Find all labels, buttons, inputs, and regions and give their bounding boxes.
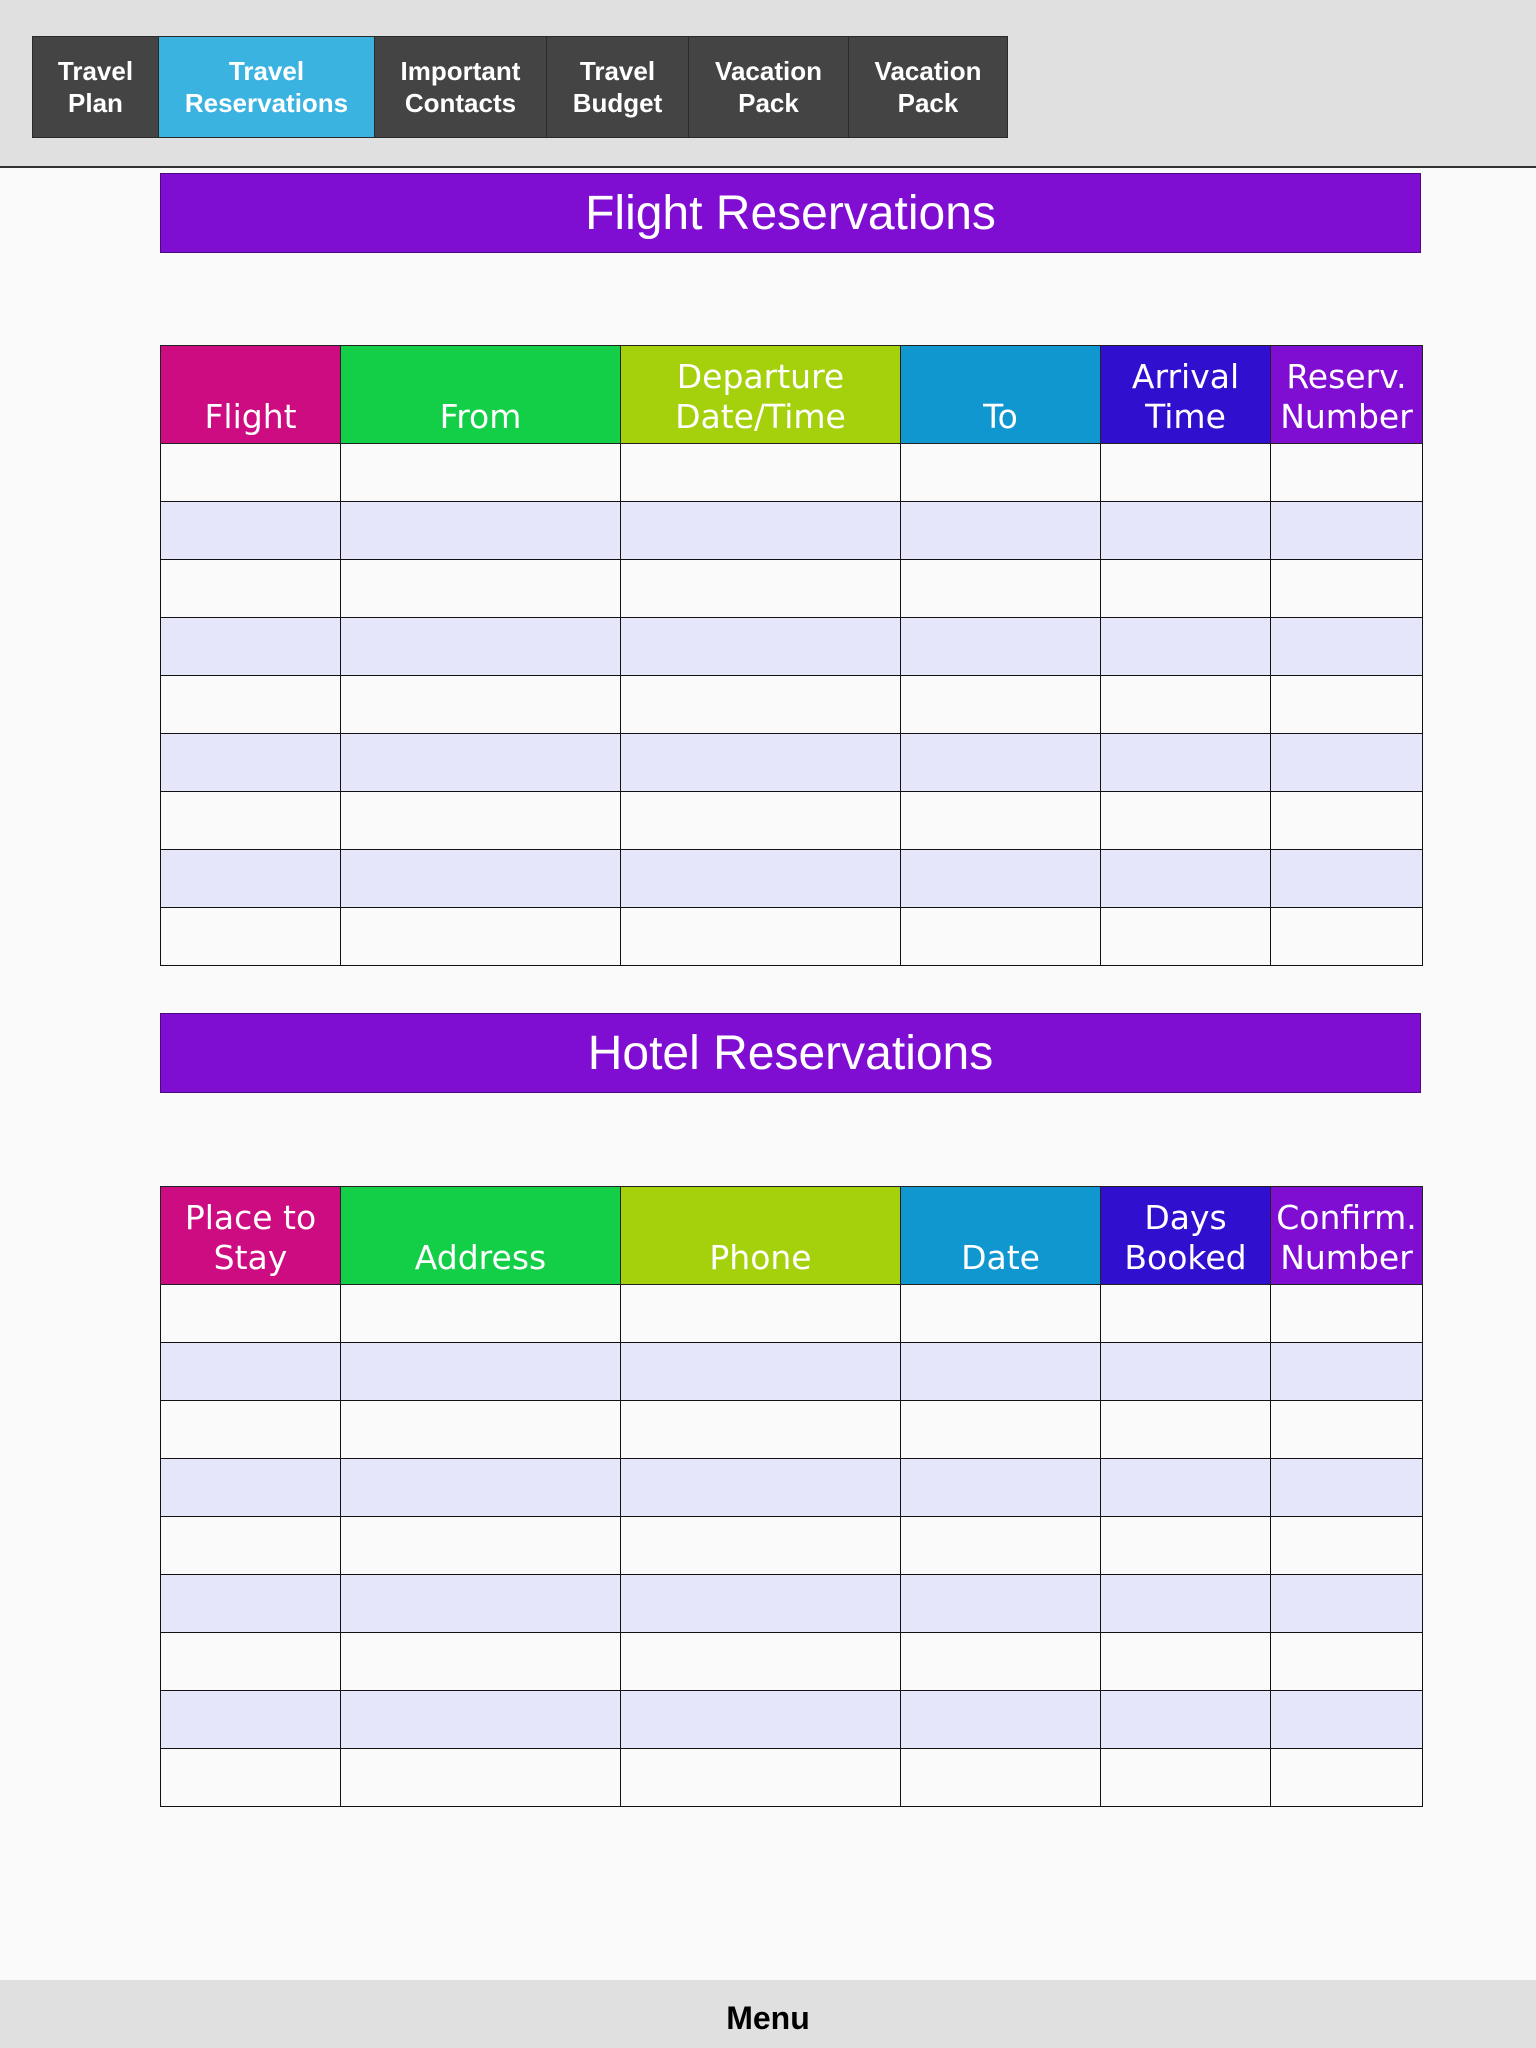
hotel-table-row (161, 1517, 1423, 1575)
flight-table-body (161, 444, 1423, 966)
flight-table-row (161, 850, 1423, 908)
flight-table-cell[interactable] (621, 560, 901, 618)
hotel-table-row (161, 1401, 1423, 1459)
hotel-table-cell[interactable] (341, 1749, 621, 1807)
flight-table-cell[interactable] (901, 618, 1101, 676)
hotel-table-cell[interactable] (901, 1459, 1101, 1517)
flight-table-cell[interactable] (901, 560, 1101, 618)
flight-table-cell[interactable] (1101, 444, 1271, 502)
hotel-table-cell[interactable] (341, 1633, 621, 1691)
flight-table-row (161, 560, 1423, 618)
flight-table-cell[interactable] (1271, 734, 1423, 792)
hotel-table-cell[interactable] (901, 1285, 1101, 1343)
hotel-table-cell[interactable] (621, 1691, 901, 1749)
flight-table-cell[interactable] (161, 734, 341, 792)
flight-table-cell[interactable] (901, 444, 1101, 502)
hotel-table-cell[interactable] (161, 1459, 341, 1517)
hotel-table-cell[interactable] (901, 1691, 1101, 1749)
hotel-table-cell[interactable] (161, 1575, 341, 1633)
hotel-table-cell[interactable] (901, 1517, 1101, 1575)
col-header-from: From (341, 346, 621, 444)
col-header-to: To (901, 346, 1101, 444)
flight-table-cell[interactable] (161, 502, 341, 560)
flight-table-cell[interactable] (161, 792, 341, 850)
tab-travel-plan[interactable]: Travel Plan (33, 37, 159, 137)
flight-table-cell[interactable] (901, 502, 1101, 560)
hotel-table-cell[interactable] (901, 1343, 1101, 1401)
flight-table-cell[interactable] (1101, 560, 1271, 618)
hotel-table-cell[interactable] (1101, 1343, 1271, 1401)
flight-table-cell[interactable] (1271, 618, 1423, 676)
flight-table-cell[interactable] (341, 618, 621, 676)
hotel-table-cell[interactable] (1101, 1633, 1271, 1691)
hotel-table-cell[interactable] (621, 1401, 901, 1459)
flight-table-cell[interactable] (341, 734, 621, 792)
hotel-table-cell[interactable] (621, 1575, 901, 1633)
hotel-table-cell[interactable] (901, 1633, 1101, 1691)
flight-table-cell[interactable] (161, 676, 341, 734)
flight-table-cell[interactable] (621, 908, 901, 966)
hotel-table-cell[interactable] (161, 1517, 341, 1575)
flight-table-cell[interactable] (621, 502, 901, 560)
flight-table-row (161, 444, 1423, 502)
hotel-reservations-title: Hotel Reservations (160, 1013, 1421, 1093)
flight-table-cell[interactable] (341, 850, 621, 908)
flight-table-cell[interactable] (901, 734, 1101, 792)
hotel-table-cell[interactable] (1101, 1401, 1271, 1459)
col-header-departure: Departure Date/Time (621, 346, 901, 444)
tab-travel-budget[interactable]: Travel Budget (547, 37, 689, 137)
flight-table-cell[interactable] (161, 908, 341, 966)
hotel-table-cell[interactable] (161, 1343, 341, 1401)
hotel-table-cell[interactable] (341, 1343, 621, 1401)
hotel-table-cell[interactable] (1271, 1285, 1423, 1343)
flight-table-cell[interactable] (901, 850, 1101, 908)
flight-table-cell[interactable] (161, 560, 341, 618)
hotel-table-row (161, 1285, 1423, 1343)
hotel-table-cell[interactable] (621, 1517, 901, 1575)
hotel-table-row (161, 1749, 1423, 1807)
hotel-table-cell[interactable] (901, 1401, 1101, 1459)
hotel-table-cell[interactable] (341, 1575, 621, 1633)
flight-table-cell[interactable] (621, 850, 901, 908)
hotel-table-cell[interactable] (1271, 1459, 1423, 1517)
flight-table-cell[interactable] (901, 676, 1101, 734)
col-header-phone: Phone (621, 1187, 901, 1285)
col-header-days-booked: Days Booked (1101, 1187, 1271, 1285)
hotel-table-cell[interactable] (621, 1633, 901, 1691)
flight-table-row (161, 618, 1423, 676)
flight-table-cell[interactable] (161, 850, 341, 908)
flight-table-row (161, 502, 1423, 560)
flight-table-cell[interactable] (1271, 908, 1423, 966)
flight-table-cell[interactable] (1271, 792, 1423, 850)
hotel-table-cell[interactable] (901, 1575, 1101, 1633)
col-header-date: Date (901, 1187, 1101, 1285)
flight-table-cell[interactable] (341, 444, 621, 502)
hotel-table-cell[interactable] (901, 1749, 1101, 1807)
flight-table-row (161, 792, 1423, 850)
hotel-table-cell[interactable] (1271, 1517, 1423, 1575)
hotel-table-cell[interactable] (1271, 1401, 1423, 1459)
flight-table-cell[interactable] (1271, 850, 1423, 908)
hotel-table-cell[interactable] (341, 1401, 621, 1459)
hotel-table-cell[interactable] (1271, 1575, 1423, 1633)
col-header-place-to-stay: Place to Stay (161, 1187, 341, 1285)
flight-table-cell[interactable] (341, 908, 621, 966)
hotel-table-cell[interactable] (1101, 1285, 1271, 1343)
flight-header-row (161, 346, 1423, 444)
hotel-table-cell[interactable] (1101, 1691, 1271, 1749)
hotel-table-cell[interactable] (341, 1517, 621, 1575)
hotel-header-row (161, 1187, 1423, 1285)
hotel-table-cell[interactable] (341, 1459, 621, 1517)
hotel-table-row (161, 1575, 1423, 1633)
flight-reservations-table (160, 345, 1423, 966)
hotel-table-cell[interactable] (1271, 1633, 1423, 1691)
col-header-confirm-number: Confirm. Number (1271, 1187, 1423, 1285)
hotel-table-cell[interactable] (1101, 1749, 1271, 1807)
flight-table-row (161, 908, 1423, 966)
hotel-table-row (161, 1691, 1423, 1749)
flight-table-cell[interactable] (621, 618, 901, 676)
hotel-table-cell[interactable] (1271, 1343, 1423, 1401)
flight-table-cell[interactable] (621, 676, 901, 734)
col-header-arrival-time: Arrival Time (1101, 346, 1271, 444)
tab-travel-reservations[interactable]: Travel Reservations (159, 37, 375, 137)
flight-table-cell[interactable] (1101, 734, 1271, 792)
flight-table-cell[interactable] (1271, 444, 1423, 502)
flight-table-row (161, 676, 1423, 734)
flight-table-cell[interactable] (341, 560, 621, 618)
tab-important-contacts[interactable]: Important Contacts (375, 37, 547, 137)
flight-table-cell[interactable] (621, 792, 901, 850)
flight-table-cell[interactable] (341, 502, 621, 560)
col-header-reserv-number: Reserv. Number (1271, 346, 1423, 444)
flight-table-cell[interactable] (1101, 792, 1271, 850)
hotel-table-body (161, 1285, 1423, 1807)
flight-table-cell[interactable] (621, 444, 901, 502)
flight-table-cell[interactable] (1101, 676, 1271, 734)
hotel-table-cell[interactable] (161, 1691, 341, 1749)
flight-table-cell[interactable] (1101, 908, 1271, 966)
hotel-table-cell[interactable] (161, 1749, 341, 1807)
hotel-table-row (161, 1343, 1423, 1401)
flight-table-cell[interactable] (161, 444, 341, 502)
col-header-address: Address (341, 1187, 621, 1285)
top-bar (0, 0, 1536, 168)
hotel-table-cell[interactable] (621, 1459, 901, 1517)
hotel-table-cell[interactable] (341, 1285, 621, 1343)
hotel-table-cell[interactable] (161, 1401, 341, 1459)
hotel-table-cell[interactable] (1101, 1517, 1271, 1575)
flight-table-cell[interactable] (341, 676, 621, 734)
hotel-table-cell[interactable] (1101, 1575, 1271, 1633)
flight-table-cell[interactable] (1271, 502, 1423, 560)
flight-table-cell[interactable] (1101, 850, 1271, 908)
flight-table-cell[interactable] (1101, 502, 1271, 560)
hotel-table-row (161, 1633, 1423, 1691)
hotel-table-cell[interactable] (341, 1691, 621, 1749)
flight-table-cell[interactable] (901, 908, 1101, 966)
hotel-reservations-table (160, 1186, 1423, 1807)
flight-table-cell[interactable] (1101, 618, 1271, 676)
hotel-table-cell[interactable] (621, 1749, 901, 1807)
flight-table-cell[interactable] (1271, 560, 1423, 618)
flight-reservations-title: Flight Reservations (160, 173, 1421, 253)
nav-tabs (32, 36, 1008, 138)
hotel-table-cell[interactable] (1101, 1459, 1271, 1517)
hotel-table-cell[interactable] (621, 1285, 901, 1343)
hotel-table-cell[interactable] (1271, 1749, 1423, 1807)
tab-vacation-pack[interactable]: Vacation Pack (689, 37, 849, 137)
flight-table-cell[interactable] (341, 792, 621, 850)
hotel-table-cell[interactable] (621, 1343, 901, 1401)
col-header-flight: Flight (161, 346, 341, 444)
flight-table-cell[interactable] (1271, 676, 1423, 734)
hotel-table-cell[interactable] (1271, 1691, 1423, 1749)
hotel-table-cell[interactable] (161, 1633, 341, 1691)
flight-table-cell[interactable] (161, 618, 341, 676)
hotel-table-row (161, 1459, 1423, 1517)
flight-table-row (161, 734, 1423, 792)
menu-button[interactable]: Menu (726, 1999, 810, 2036)
hotel-table-cell[interactable] (161, 1285, 341, 1343)
footer-menu-bar[interactable] (0, 1980, 1536, 2048)
flight-table-cell[interactable] (621, 734, 901, 792)
tab-vacation-pack-2[interactable]: Vacation Pack (849, 37, 1007, 137)
flight-table-cell[interactable] (901, 792, 1101, 850)
